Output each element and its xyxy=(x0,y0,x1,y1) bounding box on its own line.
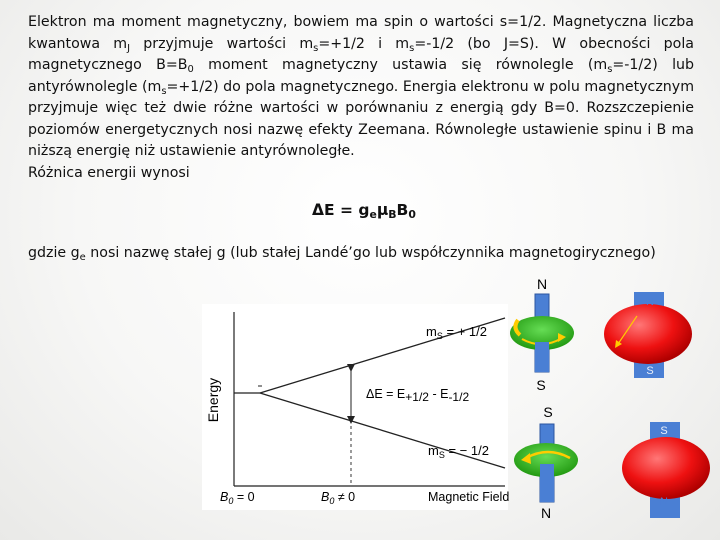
paragraph-energy-difference: Różnica energii wynosi xyxy=(28,164,190,181)
top-magnet-north-label: N xyxy=(536,276,548,292)
x-label-b-neq: $B_0 \ne 0$ xyxy=(321,490,356,506)
lower-level-label: $m_S$ = − 1/2 xyxy=(428,443,489,460)
x-label-magnetic-field: Magnetic Field xyxy=(428,490,510,504)
top-bar-magnet xyxy=(510,276,574,393)
bottom-magnet-north-label: N xyxy=(540,505,552,521)
g-factor-note: gdzie $g_e$ nosi nazwę stałej g (lub stałej Landé’go lub współczynnika magnetogirycznego) xyxy=(28,245,656,263)
delta-e-label: ΔE = E+1/2 - E-1/2 xyxy=(366,387,470,404)
sphere-magnet-bottom xyxy=(622,422,710,518)
x-label-b0: $B_0 = 0$ xyxy=(220,490,255,506)
top-magnet-bar-lower xyxy=(535,342,549,372)
sphere-bottom-red xyxy=(622,437,710,499)
energy-diagram xyxy=(202,304,509,510)
sphere-top-red xyxy=(604,304,692,364)
energy-formula: $\Delta E = g_e\mu_BB_0$ xyxy=(312,201,416,221)
y-axis-label: Energy xyxy=(205,377,221,423)
top-magnet-south-label: S xyxy=(536,377,546,393)
sphere-bottom-south-label: S xyxy=(660,425,668,437)
bottom-magnet-south-label: S xyxy=(543,404,553,420)
sphere-top-north-label: N xyxy=(646,296,654,308)
bottom-magnet-bar-lower xyxy=(540,464,554,502)
upper-level-label: $m_S$ = + 1/2 xyxy=(426,324,487,341)
bottom-bar-magnet xyxy=(514,404,578,521)
sphere-bottom-north-label: N xyxy=(660,496,668,508)
sphere-top-south-label: S xyxy=(646,365,654,377)
sphere-magnet-top xyxy=(604,292,692,378)
paragraph-zeeman: Elektron ma moment magnetyczny, bowiem ma spin o wartości s=1/2. Magnetyczna liczba kwantowa $m_J$ przyjmuje wartości $m_s=+1/2$ i $m_s=-1/2$ (bo J=S). W obecności pola magnetycznego $B=B_0$ moment magnetyczny ustawia się równolegle $(m_s=-1/2)$ lub antyrównolegle $(m_s=+1/2)$ do pola magnetycznego. Energia elektronu w polu magnetycznym przyjmuje więc też dwie różne wartości w porównaniu z energią gdy B=0. Rozszczepienie poziomów energetycznych nosi nazwę efekty Zeemana. Równoległe ustawienie spinu i B ma niższą energię niż ustawienie antyrównoległe. xyxy=(28,14,695,159)
